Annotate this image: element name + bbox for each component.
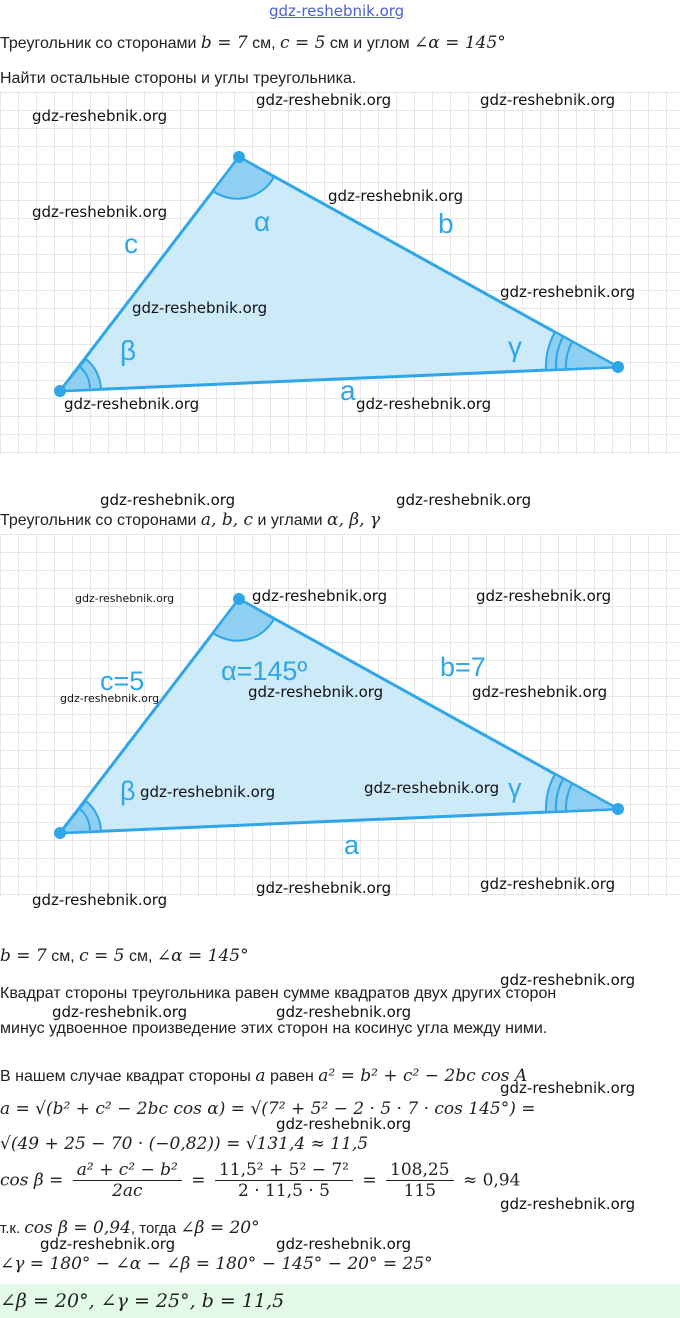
watermark: gdz-reshebnik.org bbox=[140, 783, 276, 801]
given-c: c = 5 bbox=[79, 946, 125, 966]
watermark: gdz-reshebnik.org bbox=[500, 1195, 636, 1213]
figure-1-side-b: b bbox=[438, 208, 454, 239]
calc-a-line-2: √(49 + 25 − 70 · (−0,82)) = √131,4 ≈ 11,5 bbox=[0, 1134, 369, 1154]
figure-2-angle-alpha: α=145º bbox=[221, 656, 308, 686]
figure-1-angle-alpha: α bbox=[254, 206, 271, 237]
watermark: gdz-reshebnik.org bbox=[132, 299, 268, 317]
problem-b: b = 7 bbox=[200, 33, 248, 53]
equals-sign: = bbox=[191, 1170, 206, 1191]
given-b: b = 7 bbox=[0, 946, 47, 966]
figure-2-side-b: b=7 bbox=[440, 652, 486, 682]
watermark: gdz-reshebnik.org bbox=[64, 395, 200, 413]
watermark: gdz-reshebnik.org bbox=[32, 891, 168, 909]
figure-2-side-c: c=5 bbox=[100, 666, 145, 696]
problem-cm-1: см, bbox=[252, 35, 276, 52]
given-line bbox=[0, 946, 249, 966]
watermark: gdz-reshebnik.org bbox=[476, 587, 612, 605]
watermark: gdz-reshebnik.org bbox=[276, 1003, 412, 1021]
problem-cm-2: см и углом bbox=[329, 35, 410, 52]
watermark: gdz-reshebnik.org bbox=[500, 971, 636, 989]
section-2-sides: a, b, c bbox=[200, 510, 254, 530]
watermark: gdz-reshebnik.org bbox=[32, 107, 168, 125]
watermark: gdz-reshebnik.org bbox=[328, 187, 464, 205]
problem-prefix: Треугольник со сторонами bbox=[0, 35, 197, 52]
rule-line-2: минус удвоенное произведение этих сторон на косинус угла между ними. bbox=[0, 1020, 548, 1037]
cos-result: ≈ 0,94 bbox=[462, 1170, 521, 1191]
section-2-angles: α, β, γ bbox=[327, 510, 381, 530]
figure-1-angle-beta: β bbox=[120, 335, 137, 366]
case-mid: равен bbox=[269, 1068, 314, 1085]
tk-cos: cos β = 0,94 bbox=[24, 1218, 131, 1238]
watermark: gdz-reshebnik.org bbox=[356, 395, 492, 413]
figure-2-angle-gamma: γ bbox=[508, 773, 522, 803]
answer-text: ∠β = 20°, ∠γ = 25°, b = 11,5 bbox=[0, 1290, 285, 1312]
cos-fraction-2-den: 2 · 11,5 · 5 bbox=[238, 1181, 330, 1201]
figure-2-side-a: a bbox=[344, 830, 360, 860]
watermark: gdz-reshebnik.org bbox=[500, 1079, 636, 1097]
watermark: gdz-reshebnik.org bbox=[256, 91, 392, 109]
given-angle: ∠α = 145° bbox=[156, 946, 249, 966]
watermark: gdz-reshebnik.org bbox=[276, 1115, 412, 1133]
figure-1-side-a: a bbox=[340, 375, 356, 406]
given-cm-1: см, bbox=[51, 948, 75, 965]
problem-line-2: Найти остальные стороны и углы треугольника. bbox=[0, 70, 357, 87]
watermark: gdz-reshebnik.org bbox=[248, 683, 384, 701]
watermark: gdz-reshebnik.org bbox=[500, 283, 636, 301]
watermark: gdz-reshebnik.org bbox=[32, 203, 168, 221]
rule-line-1: Квадрат стороны треугольника равен сумме квадратов двух других сторон bbox=[0, 985, 557, 1002]
figure-1-side-c: c bbox=[124, 228, 138, 259]
cos-fraction-2-num: 11,5² + 5² − 7² bbox=[215, 1160, 353, 1181]
equals-sign: = bbox=[362, 1170, 377, 1191]
section-2-prefix: Треугольник со сторонами bbox=[0, 512, 197, 529]
case-prefix: В нашем случае квадрат стороны bbox=[0, 1068, 251, 1085]
section-2-heading bbox=[0, 510, 380, 530]
problem-line-1 bbox=[0, 33, 506, 53]
case-var: a bbox=[255, 1066, 266, 1086]
answer-box bbox=[0, 1284, 680, 1318]
figure-2-angle-beta: β bbox=[120, 776, 136, 806]
problem-angle: ∠α = 145° bbox=[414, 33, 506, 53]
watermark: gdz-reshebnik.org bbox=[256, 879, 392, 897]
cos-fraction-3-den: 115 bbox=[403, 1181, 437, 1201]
watermark: gdz-reshebnik.org bbox=[472, 683, 608, 701]
cos-fraction-1 bbox=[73, 1160, 182, 1201]
tk-angle: ∠β = 20° bbox=[180, 1218, 260, 1238]
gamma-line: ∠γ = 180° − ∠α − ∠β = 180° − 145° − 20° = 25° bbox=[0, 1254, 433, 1274]
cos-fraction-1-den: 2ac bbox=[112, 1181, 143, 1201]
watermark: gdz-reshebnik.org bbox=[364, 779, 500, 797]
cos-fraction-1-num: a² + c² − b² bbox=[73, 1160, 182, 1181]
watermark: gdz-reshebnik.org bbox=[276, 1235, 412, 1253]
section-2-mid: и углами bbox=[257, 512, 323, 529]
watermark: gdz-reshebnik.org bbox=[75, 592, 175, 605]
watermark: gdz-reshebnik.org bbox=[252, 587, 388, 605]
watermark: gdz-reshebnik.org bbox=[480, 875, 616, 893]
watermark: gdz-reshebnik.org bbox=[52, 1003, 188, 1021]
calc-a-line-1: a = √(b² + c² − 2bc cos α) = √(7² + 5² − 2 · 5 · 7 · cos 145°) = bbox=[0, 1099, 536, 1119]
case-line bbox=[0, 1066, 527, 1086]
watermark: gdz-reshebnik.org bbox=[396, 491, 532, 509]
watermark: gdz-reshebnik.org bbox=[100, 491, 236, 509]
tk-mid: , тогда bbox=[130, 1220, 177, 1237]
cos-fraction-2 bbox=[215, 1160, 353, 1201]
watermark: gdz-reshebnik.org bbox=[40, 1235, 176, 1253]
problem-c: c = 5 bbox=[280, 33, 326, 53]
watermark-top-link[interactable]: gdz-reshebnik.org bbox=[269, 2, 405, 20]
cos-beta-equation bbox=[0, 1160, 520, 1201]
watermark: gdz-reshebnik.org bbox=[480, 91, 616, 109]
tk-prefix: т.к. bbox=[0, 1220, 21, 1237]
cos-fraction-3-num: 108,25 bbox=[386, 1160, 453, 1181]
watermark: gdz-reshebnik.org bbox=[60, 692, 160, 705]
cos-beta-lhs: cos β = bbox=[0, 1170, 64, 1191]
case-formula: a² = b² + c² − 2bc cos A bbox=[318, 1066, 528, 1086]
figure-1-angle-gamma: γ bbox=[508, 331, 522, 362]
cos-fraction-3 bbox=[386, 1160, 453, 1201]
given-cm-2: см, bbox=[128, 948, 153, 965]
